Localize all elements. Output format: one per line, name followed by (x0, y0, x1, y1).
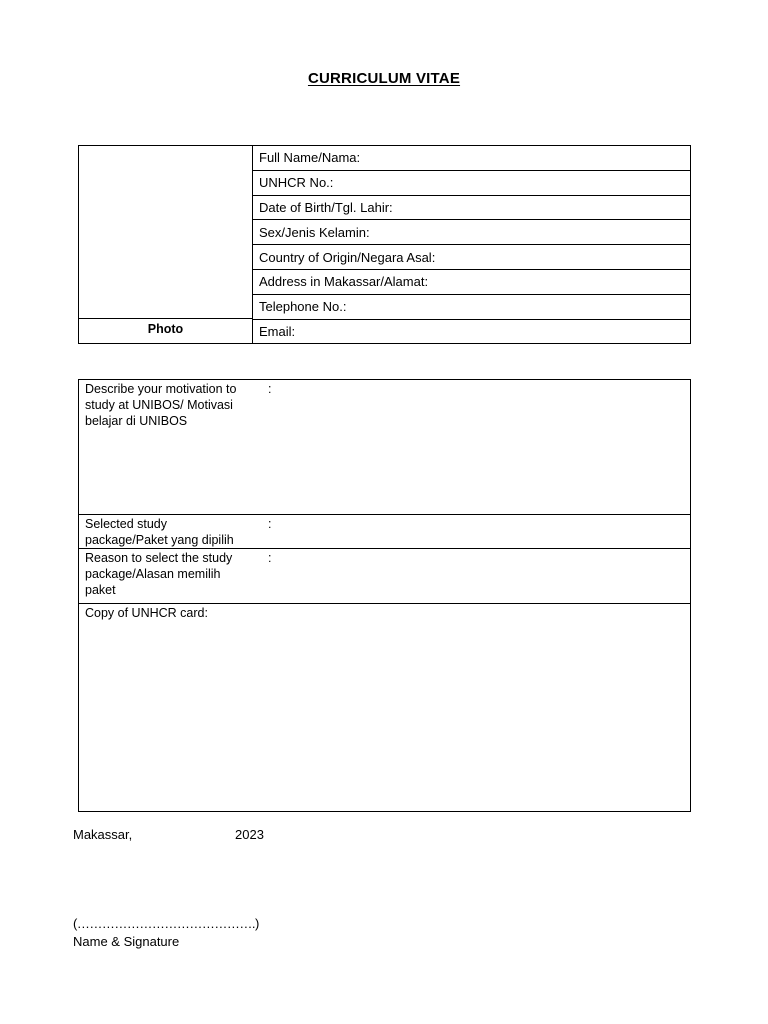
field-sex[interactable]: Sex/Jenis Kelamin: (253, 220, 691, 245)
field-unhcr-no[interactable]: UNHCR No.: (253, 170, 691, 195)
field-full-name[interactable]: Full Name/Nama: (253, 146, 691, 171)
photo-area (79, 146, 252, 318)
signature-label: Name & Signature (73, 934, 180, 949)
place-label: Makassar, (73, 827, 133, 842)
motivation-label: Describe your motivation to study at UNIBOS/ Motivasi belajar di UNIBOS (79, 380, 257, 515)
unhcr-card-row (79, 604, 691, 812)
year-label: 2023 (235, 827, 264, 842)
photo-label: Photo (79, 318, 252, 343)
details-table (78, 379, 691, 812)
field-address[interactable]: Address in Makassar/Alamat: (253, 269, 691, 294)
reason-label: Reason to select the study package/Alasan memilih paket (79, 549, 257, 604)
motivation-answer[interactable]: : (256, 380, 691, 515)
identity-table (78, 145, 691, 344)
field-email[interactable]: Email: (253, 319, 691, 344)
field-country-of-origin[interactable]: Country of Origin/Negara Asal: (253, 245, 691, 270)
motivation-row (79, 380, 691, 515)
signature-line: (…………………………………….) (73, 916, 259, 931)
field-telephone[interactable]: Telephone No.: (253, 294, 691, 319)
unhcr-card-label: Copy of UNHCR card: (85, 606, 208, 620)
document-title (0, 70, 768, 87)
package-label: Selected study package/Paket yang dipilih (79, 515, 257, 549)
unhcr-card-area[interactable] (79, 604, 691, 812)
reason-row (79, 549, 691, 604)
photo-cell[interactable] (79, 146, 253, 344)
document-title-text: CURRICULUM VITAE (307, 70, 461, 87)
package-row (79, 515, 691, 549)
field-date-of-birth[interactable]: Date of Birth/Tgl. Lahir: (253, 195, 691, 220)
reason-answer[interactable]: : (256, 549, 691, 604)
package-answer[interactable]: : (256, 515, 691, 549)
